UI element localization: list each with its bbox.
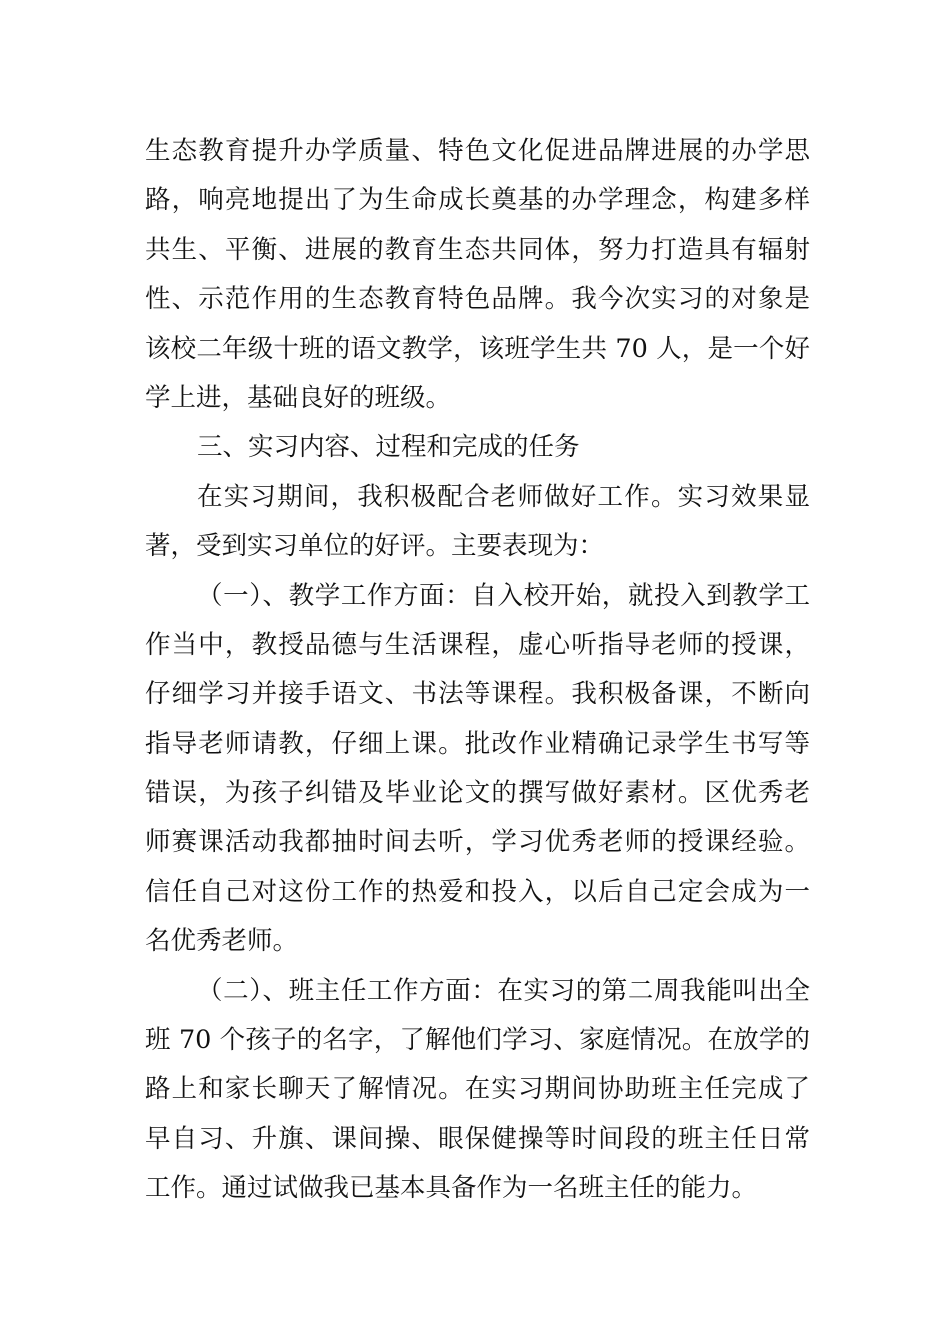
- text-line: 性、示范作用的生态教育特色品牌。我今次实习的对象是: [145, 284, 810, 315]
- paragraph-first-line: 三、实习内容、过程和完成的任务: [197, 432, 580, 463]
- text-line: 信任自己对这份工作的热爱和投入，以后自己定会成为一: [145, 876, 810, 907]
- text-line: 该校二年级十班的语文教学，该班学生共 70 人，是一个好: [145, 333, 810, 364]
- paragraph-first-line: （二）、班主任工作方面：在实习的第二周我能叫出全: [197, 975, 810, 1006]
- text-line: 班 70 个孩子的名字，了解他们学习、家庭情况。在放学的: [145, 1025, 810, 1056]
- text-line: 路上和家长聊天了解情况。在实习期间协助班主任完成了: [145, 1074, 810, 1105]
- paragraph-first-line: （一）、教学工作方面：自入校开始，就投入到教学工: [197, 580, 810, 611]
- document-body: [145, 127, 810, 1214]
- text-line: 著，受到实习单位的好评。主要表现为：: [145, 531, 605, 562]
- text-line: 名优秀老师。: [145, 926, 299, 957]
- text-line: 作当中，教授品德与生活课程，虚心听指导老师的授课，: [145, 629, 810, 660]
- text-line: 学上进，基础良好的班级。: [145, 382, 452, 413]
- text-line: 共生、平衡、进展的教育生态共同体，努力打造具有辐射: [145, 234, 810, 265]
- text-line: 生态教育提升办学质量、特色文化促进品牌进展的办学思: [145, 136, 810, 166]
- text-line: 仔细学习并接手语文、书法等课程。我积极备课，不断向: [145, 679, 810, 710]
- text-line: 错误，为孩子纠错及毕业论文的撰写做好素材。区优秀老: [145, 778, 810, 809]
- text-line: 指导老师请教，仔细上课。批改作业精确记录学生书写等: [145, 728, 810, 759]
- text-line: 早自习、升旗、课间操、眼保健操等时间段的班主任日常: [145, 1123, 810, 1154]
- text-line: 工作。通过试做我已基本具备作为一名班主任的能力。: [145, 1173, 758, 1204]
- text-line: 师赛课活动我都抽时间去听，学习优秀老师的授课经验。: [145, 827, 810, 858]
- paragraph-first-line: 在实习期间，我积极配合老师做好工作。实习效果显: [197, 481, 810, 512]
- text-line: 路，响亮地提出了为生命成长奠基的办学理念，构建多样: [145, 185, 810, 216]
